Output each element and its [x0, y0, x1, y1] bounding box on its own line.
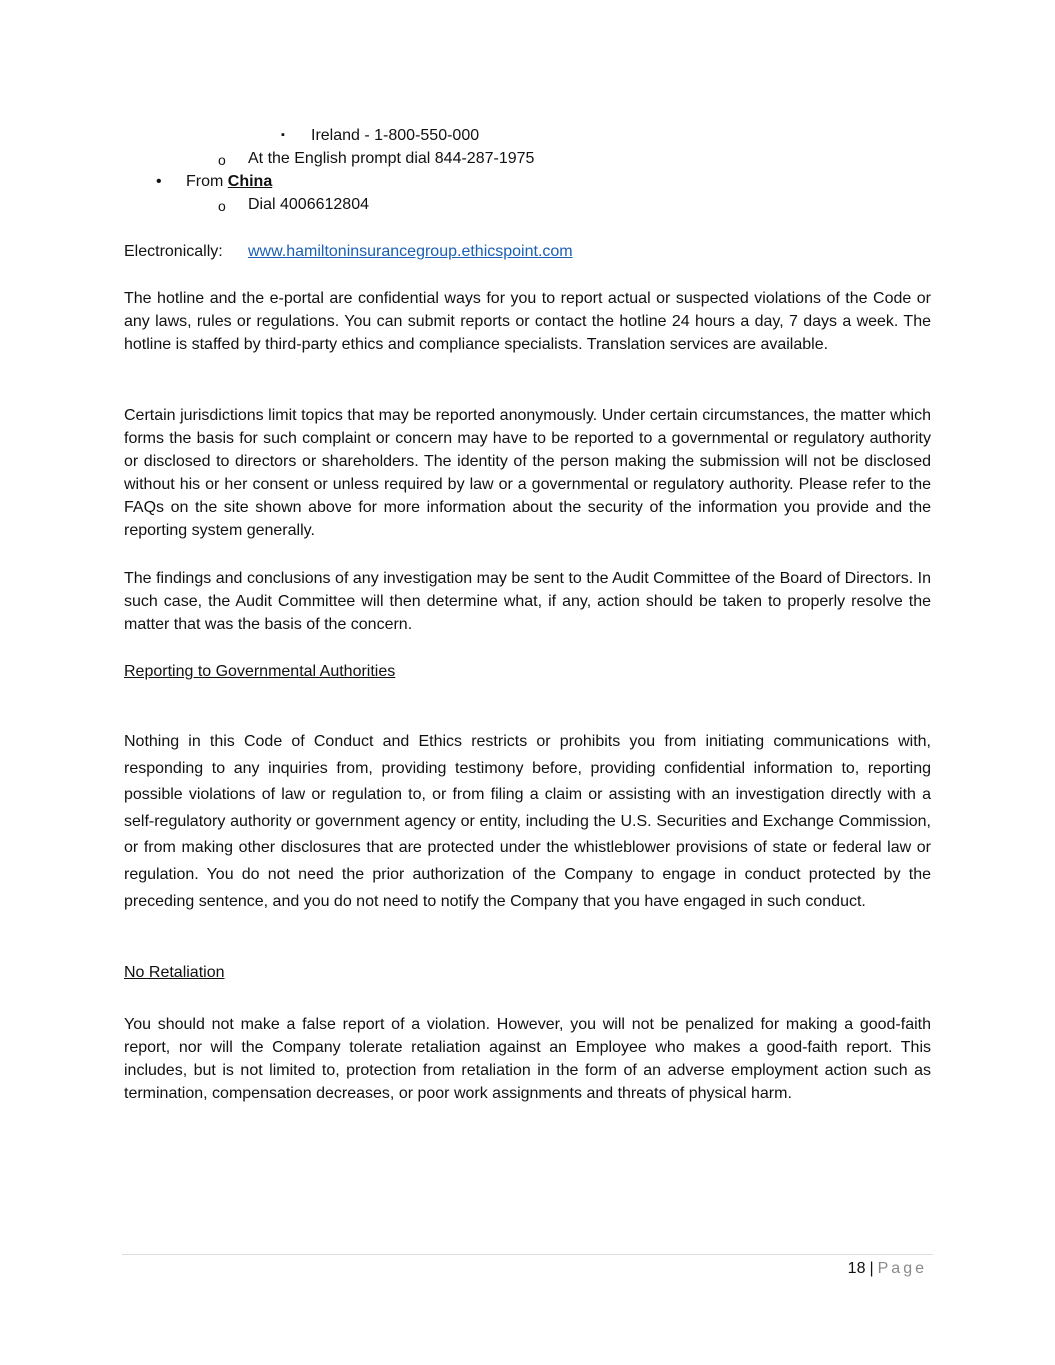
ethicspoint-link[interactable]: www.hamiltoninsurancegroup.ethicspoint.com	[248, 243, 573, 260]
jurisdictions-paragraph: Certain jurisdictions limit topics that may be reported anonymously. Under certain circumstances, the matter which forms the basis for such complaint or concern may have to be reported to a governmental or regulatory authority or disclosed to directors or shareholders. The identity of the person making the submission will not be disclosed without his or her consent or unless required by law or a governmental or regulatory authority. Please refer to the FAQs on the site shown above for more information about the security of the information you provide and the reporting system generally.	[124, 407, 931, 539]
china-label: China	[227, 173, 273, 190]
list-item-china-dial: Dial 4006612804	[248, 196, 369, 213]
circle-bullet-icon: o	[218, 198, 226, 214]
findings-paragraph: The findings and conclusions of any investigation may be sent to the Audit Committee of the Board of Directors. In such case, the Audit Committee will then determine what, if any, action should be taken to properly resolve the matter that was the basis of the concern.	[124, 570, 931, 633]
list-item-from-china	[186, 170, 272, 193]
page-label: Page	[877, 1260, 927, 1277]
circle-bullet-icon: o	[218, 152, 226, 168]
from-label: From	[186, 173, 224, 190]
square-bullet-icon: ▪	[281, 129, 285, 141]
footer-separator: |	[869, 1260, 874, 1277]
retaliation-heading: No Retaliation	[124, 964, 225, 981]
page-number: 18	[847, 1260, 866, 1277]
dot-bullet-icon: •	[156, 173, 162, 190]
hotline-paragraph: The hotline and the e-portal are confidential ways for you to report actual or suspected violations of the Code or any laws, rules or regulations. You can submit reports or contact the hotline 24 hours a day, 7 days a week. The hotline is staffed by third-party ethics and compliance specialists. Translation services are available.	[124, 290, 931, 353]
page-footer	[848, 1257, 927, 1280]
electronically-label: Electronically:	[124, 243, 223, 260]
nothing-restricts-paragraph: Nothing in this Code of Conduct and Ethics restricts or prohibits you from initiating communications with, responding to any inquiries from, providing testimony before, providing confidential information to, reporting possible violations of law or regulation to, or from filing a claim or assisting with an investigation directly with a self-regulatory authority or government agency or entity, including the U.S. Securities and Exchange Commission, or from making other disclosures that are protected under the whistleblower provisions of state or federal law or regulation. You do not need the prior authorization of the Company to engage in conduct protected by the preceding sentence, and you do not need to notify the Company that you have engaged in such conduct.	[124, 733, 931, 910]
list-item-english-prompt: At the English prompt dial 844-287-1975	[248, 150, 535, 167]
false-report-paragraph: You should not make a false report of a violation. However, you will not be penalized for making a good-faith report, nor will the Company tolerate retaliation against an Employee who makes a good-faith report. This includes, but is not limited to, protection from retaliation in the form of an adverse employment action such as termination, compensation decreases, or poor work assignments and threats of physical harm.	[124, 1016, 931, 1102]
footer-divider	[122, 1254, 933, 1255]
list-item-ireland: Ireland - 1-800-550-000	[311, 127, 480, 144]
reporting-heading: Reporting to Governmental Authorities	[124, 663, 396, 680]
